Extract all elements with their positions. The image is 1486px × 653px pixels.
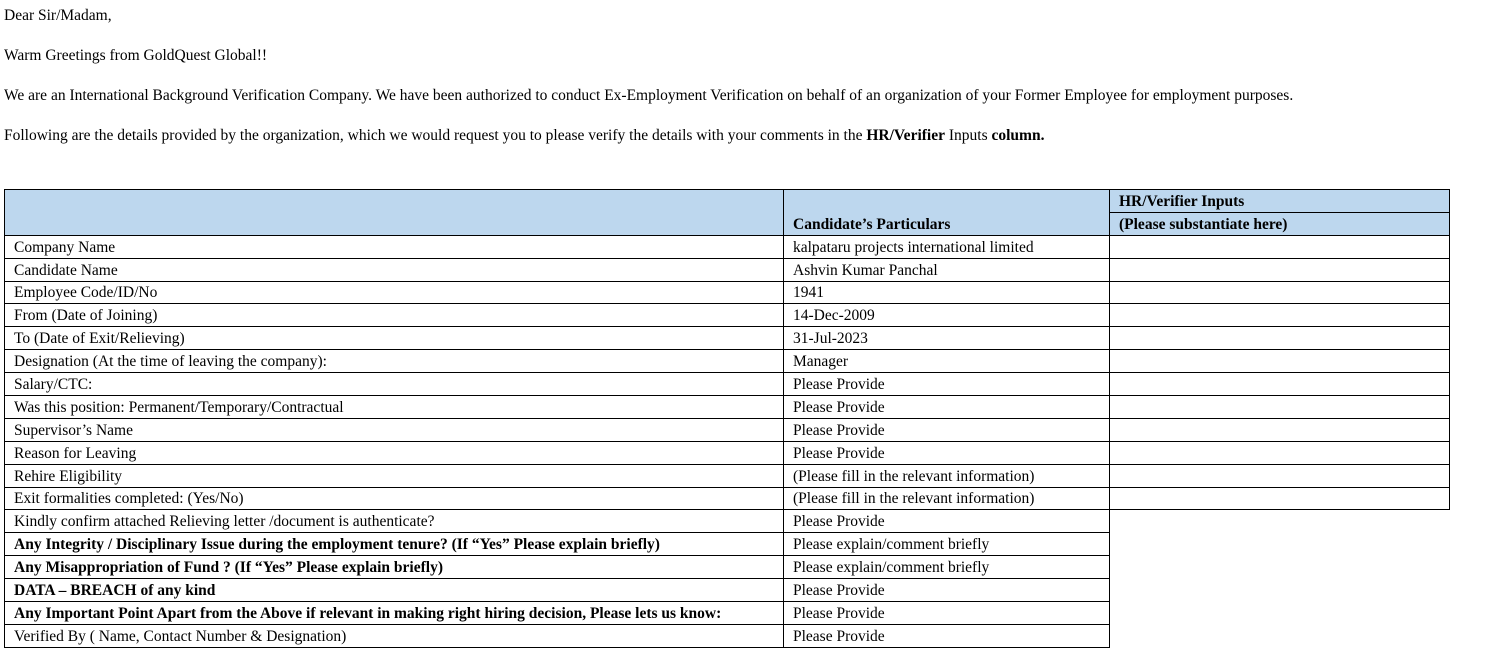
table-row-salary — [5, 373, 1450, 396]
table-row-reason-for-leaving — [5, 441, 1450, 464]
field-label: Any Integrity / Disciplinary Issue during the employment tenure? (If “Yes” Please explain briefly) — [5, 533, 784, 556]
table-row-designation — [5, 350, 1450, 373]
verifier-input-cell[interactable] — [1110, 464, 1450, 487]
field-label: Company Name — [5, 235, 784, 258]
field-label: To (Date of Exit/Relieving) — [5, 327, 784, 350]
candidate-value: kalpataru projects international limited — [784, 235, 1110, 258]
table-row-exit-formalities — [5, 487, 1450, 510]
table-row-position-type — [5, 396, 1450, 419]
field-label: Rehire Eligibility — [5, 464, 784, 487]
candidate-value: Please Provide — [784, 396, 1110, 419]
table-row-candidate-name — [5, 258, 1450, 281]
header-field-cell — [5, 190, 784, 236]
verifier-input-cell[interactable] — [1110, 418, 1450, 441]
candidate-value: Please explain/comment briefly — [784, 556, 1110, 579]
candidate-value: 14-Dec-2009 — [784, 304, 1110, 327]
table-row-supervisor-name — [5, 418, 1450, 441]
candidate-value: (Please fill in the relevant information) — [784, 487, 1110, 510]
field-label: Any Important Point Apart from the Above if relevant in making right hiring decision, Please lets us know: — [5, 602, 784, 625]
empty-cell — [1110, 624, 1450, 647]
verification-table — [4, 189, 1450, 648]
request-prefix: Following are the details provided by the organization, which we would request you to please verify the details with your comments in the — [4, 127, 867, 144]
header-verifier-substantiate: (Please substantiate here) — [1110, 212, 1450, 235]
table-header-row-1 — [5, 190, 1450, 213]
salutation: Dear Sir/Madam, — [4, 7, 112, 24]
candidate-value: Please explain/comment briefly — [784, 533, 1110, 556]
candidate-value: 1941 — [784, 281, 1110, 304]
verifier-input-cell[interactable] — [1110, 373, 1450, 396]
greeting-line: Warm Greetings from GoldQuest Global!! — [4, 47, 268, 64]
field-label: Designation (At the time of leaving the company): — [5, 350, 784, 373]
table-row-misappropriation — [5, 556, 1450, 579]
verifier-input-cell[interactable] — [1110, 441, 1450, 464]
table-row-verified-by — [5, 624, 1450, 647]
request-paragraph — [4, 126, 1044, 146]
empty-cell — [1110, 602, 1450, 625]
request-mid: Inputs — [944, 127, 992, 144]
candidate-value: Please Provide — [784, 579, 1110, 602]
table-row-rehire-eligibility — [5, 464, 1450, 487]
header-particulars: Candidate’s Particulars — [784, 190, 1110, 236]
table-row-company-name — [5, 235, 1450, 258]
verifier-input-cell[interactable] — [1110, 327, 1450, 350]
intro-paragraph: We are an International Background Verification Company. We have been authorized to conduct Ex-Employment Verification on behalf of an organization of your Former Employee for employment purposes. — [4, 87, 1294, 104]
candidate-value: 31-Jul-2023 — [784, 327, 1110, 350]
table-row-relieving-letter — [5, 510, 1450, 533]
candidate-value: Please Provide — [784, 441, 1110, 464]
field-label: Supervisor’s Name — [5, 418, 784, 441]
empty-cell — [1110, 533, 1450, 556]
field-label: Any Misappropriation of Fund ? (If “Yes” Please explain briefly) — [5, 556, 784, 579]
field-label: Employee Code/ID/No — [5, 281, 784, 304]
candidate-value: Please Provide — [784, 624, 1110, 647]
field-label: Salary/CTC: — [5, 373, 784, 396]
verifier-input-cell[interactable] — [1110, 258, 1450, 281]
field-label: DATA – BREACH of any kind — [5, 579, 784, 602]
table-row-data-breach — [5, 579, 1450, 602]
verifier-input-cell[interactable] — [1110, 281, 1450, 304]
table-row-important-point — [5, 602, 1450, 625]
field-label: From (Date of Joining) — [5, 304, 784, 327]
verifier-input-cell[interactable] — [1110, 235, 1450, 258]
header-verifier-inputs: HR/Verifier Inputs — [1110, 190, 1450, 213]
candidate-value: Please Provide — [784, 373, 1110, 396]
candidate-value: Manager — [784, 350, 1110, 373]
table-row-employee-code — [5, 281, 1450, 304]
request-bold-hr-verifier: HR/Verifier — [866, 127, 945, 144]
verifier-input-cell[interactable] — [1110, 396, 1450, 419]
empty-cell — [1110, 579, 1450, 602]
table-row-integrity-issue — [5, 533, 1450, 556]
field-label: Exit formalities completed: (Yes/No) — [5, 487, 784, 510]
candidate-value: (Please fill in the relevant information) — [784, 464, 1110, 487]
field-label: Kindly confirm attached Relieving letter /document is authenticate? — [5, 510, 784, 533]
candidate-value: Please Provide — [784, 510, 1110, 533]
field-label: Reason for Leaving — [5, 441, 784, 464]
empty-cell — [1110, 510, 1450, 533]
candidate-value: Please Provide — [784, 418, 1110, 441]
candidate-value: Ashvin Kumar Panchal — [784, 258, 1110, 281]
request-bold-column: column. — [991, 127, 1045, 144]
table-row-date-of-exit — [5, 327, 1450, 350]
field-label: Candidate Name — [5, 258, 784, 281]
field-label: Was this position: Permanent/Temporary/Contractual — [5, 396, 784, 419]
empty-cell — [1110, 556, 1450, 579]
verifier-input-cell[interactable] — [1110, 487, 1450, 510]
candidate-value: Please Provide — [784, 602, 1110, 625]
field-label: Verified By ( Name, Contact Number & Designation) — [5, 624, 784, 647]
verifier-input-cell[interactable] — [1110, 350, 1450, 373]
verifier-input-cell[interactable] — [1110, 304, 1450, 327]
table-row-date-of-joining — [5, 304, 1450, 327]
